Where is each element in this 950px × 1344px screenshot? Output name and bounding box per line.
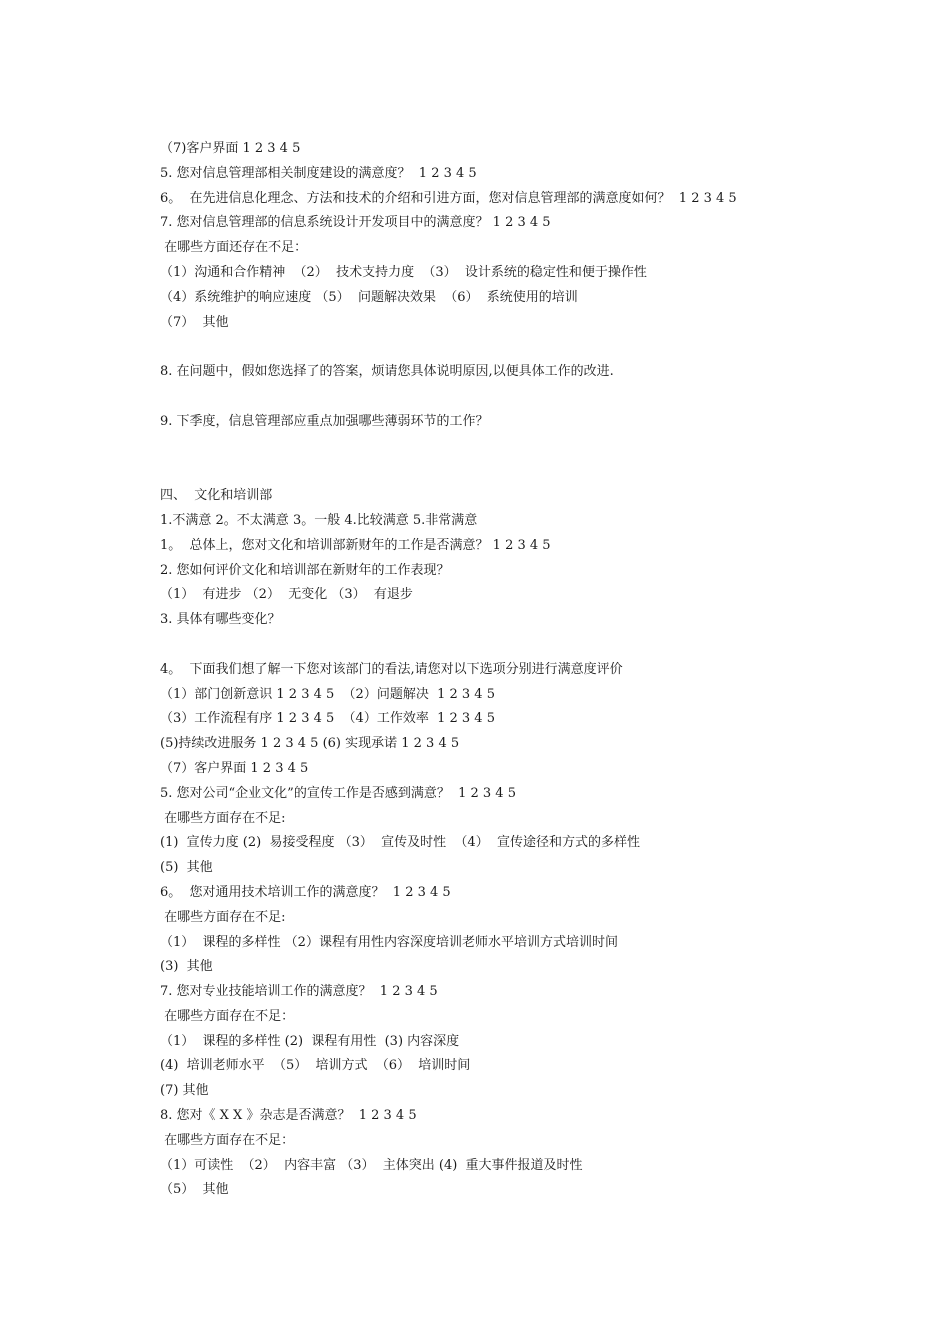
question-line: 7. 您对信息管理部的信息系统设计开发项目中的满意度？ 1 2 3 4 5 bbox=[160, 215, 551, 231]
option-line: （7） 其他 bbox=[160, 314, 229, 330]
option-line: （1） 课程的多样性 (2) 课程有用性 (3) 内容深度 bbox=[160, 1033, 460, 1049]
option-line: （1）沟通和合作精神 （2） 技术支持力度 （3） 设计系统的稳定性和便于操作性 bbox=[160, 264, 647, 280]
option-line: （3）工作流程有序 1 2 3 4 5 （4）工作效率 1 2 3 4 5 bbox=[160, 711, 495, 727]
option-line: (4) 培训老师水平 （5） 培训方式 （6） 培训时间 bbox=[160, 1058, 471, 1074]
spacer bbox=[160, 435, 920, 460]
option-line: (1) 宣传力度 (2) 易接受程度 （3） 宣传及时性 （4） 宣传途径和方式的多样性 bbox=[160, 835, 640, 851]
option-line: (7) 其他 bbox=[160, 1083, 209, 1099]
question-line: 7. 您对专业技能培训工作的满意度？ 1 2 3 4 5 bbox=[160, 984, 438, 1000]
question-line: 9. 下季度，信息管理部应重点加强哪些薄弱环节的工作？ bbox=[160, 413, 489, 429]
question-subheading: 在哪些方面存在不足： bbox=[160, 1008, 295, 1024]
rating-scale: 1.不满意 2。不太满意 3。一般 4.比较满意 5.非常满意 bbox=[160, 512, 478, 528]
survey-content bbox=[160, 137, 920, 1203]
question-line: 8. 您对《 X X 》杂志是否满意？ 1 2 3 4 5 bbox=[160, 1108, 417, 1124]
option-line: (3) 其他 bbox=[160, 959, 213, 975]
question-subheading: 在哪些方面存在不足: bbox=[160, 810, 286, 826]
option-line: （7）客户界面 1 2 3 4 5 bbox=[160, 760, 309, 776]
option-line: （5） 其他 bbox=[160, 1182, 229, 1198]
option-line: （1） 有进步 （2） 无变化 （3） 有退步 bbox=[160, 587, 413, 603]
spacer bbox=[160, 385, 920, 410]
question-line: 6。 在先进信息化理念、方法和技术的介绍和引进方面，您对信息管理部的满意度如何？ 1 2 3 4 5 bbox=[160, 190, 737, 206]
spacer bbox=[160, 459, 920, 484]
question-line: 6。 您对通用技术培训工作的满意度？ 1 2 3 4 5 bbox=[160, 884, 451, 900]
question-line: 1。 总体上，您对文化和培训部新财年的工作是否满意？ 1 2 3 4 5 bbox=[160, 537, 551, 553]
question-line: 5. 您对信息管理部相关制度建设的满意度？ 1 2 3 4 5 bbox=[160, 165, 477, 181]
spacer bbox=[160, 633, 920, 658]
option-line: （4）系统维护的响应速度 （5） 问题解决效果 （6） 系统使用的培训 bbox=[160, 289, 578, 305]
spacer bbox=[160, 335, 920, 360]
option-line: （1）部门创新意识 1 2 3 4 5 （2）问题解决 1 2 3 4 5 bbox=[160, 686, 495, 702]
question-subheading: 在哪些方面存在不足: bbox=[160, 909, 286, 925]
question-subheading: 在哪些方面存在不足： bbox=[160, 1132, 295, 1148]
option-line: (5) 其他 bbox=[160, 860, 213, 876]
question-line: 4。 下面我们想了解一下您对该部门的看法,请您对以下选项分别进行满意度评价 bbox=[160, 661, 623, 677]
option-line: （1）可读性 （2） 内容丰富 （3） 主体突出 (4) 重大事件报道及时性 bbox=[160, 1157, 583, 1173]
option-line: （1） 课程的多样性 （2）课程有用性内容深度培训老师水平培训方式培训时间 bbox=[160, 934, 618, 950]
question-line: 2. 您如何评价文化和培训部在新财年的工作表现？ bbox=[160, 562, 450, 578]
question-line: （7)客户界面 1 2 3 4 5 bbox=[160, 141, 301, 156]
question-line: 8. 在问题中，假如您选择了的答案，烦请您具体说明原因,以便具体工作的改进. bbox=[160, 364, 614, 380]
section-title: 四、 文化和培训部 bbox=[160, 488, 273, 504]
question-subheading: 在哪些方面还存在不足： bbox=[160, 240, 308, 256]
question-line: 5. 您对公司“企业文化”的宣传工作是否感到满意？ 1 2 3 4 5 bbox=[160, 785, 516, 801]
option-line: (5)持续改进服务 1 2 3 4 5 (6) 实现承诺 1 2 3 4 5 bbox=[160, 736, 460, 752]
question-line: 3. 具体有哪些变化？ bbox=[160, 612, 281, 628]
